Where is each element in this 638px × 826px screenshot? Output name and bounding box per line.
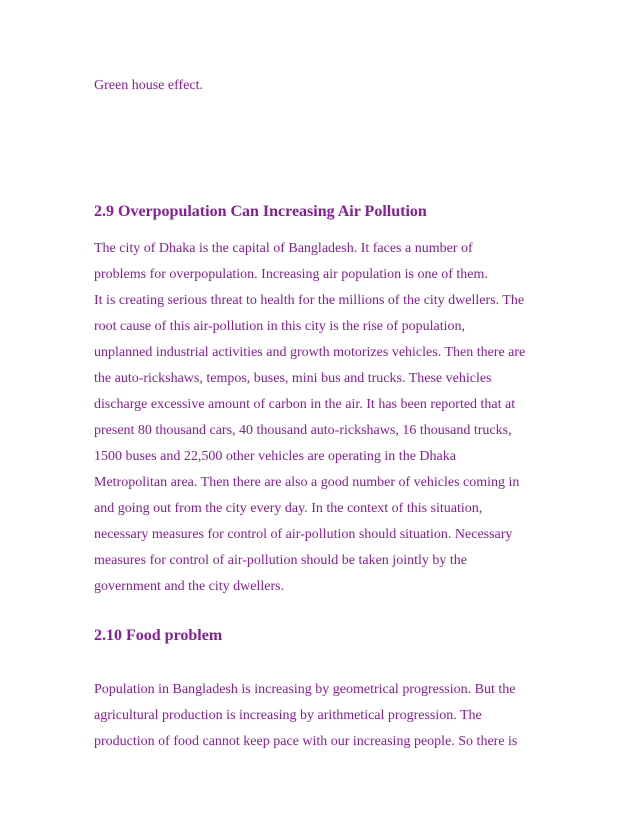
paragraph-line: and going out from the city every day. In the context of this situation,: [94, 501, 483, 516]
intro-text: Green house effect.: [94, 78, 203, 93]
paragraph-line: the auto-rickshaws, tempos, buses, mini bus and trucks. These vehicles: [94, 371, 492, 386]
paragraph-line: Population in Bangladesh is increasing by geometrical progression. But the: [94, 682, 516, 697]
food-problem-paragraph: [94, 677, 517, 755]
paragraph-line: Metropolitan area. Then there are also a good number of vehicles coming in: [94, 475, 520, 490]
paragraph-line: agricultural production is increasing by arithmetical progression. The: [94, 708, 482, 723]
paragraph-line: production of food cannot keep pace with our increasing people. So there is: [94, 734, 518, 749]
paragraph-line: measures for control of air-pollution should be taken jointly by the: [94, 553, 467, 568]
paragraph-line: discharge excessive amount of carbon in the air. It has been reported that at: [94, 397, 516, 412]
section-heading-food-problem: 2.10 Food problem: [94, 627, 223, 644]
paragraph-line: 1500 buses and 22,500 other vehicles are operating in the Dhaka: [94, 449, 456, 464]
paragraph-line: The city of Dhaka is the capital of Bangladesh. It faces a number of: [94, 241, 473, 256]
section-heading-air-pollution: 2.9 Overpopulation Can Increasing Air Pollution: [94, 203, 427, 220]
paragraph-line: necessary measures for control of air-pollution should situation. Necessary: [94, 527, 513, 542]
paragraph-line: present 80 thousand cars, 40 thousand auto-rickshaws, 16 thousand trucks,: [94, 423, 512, 438]
paragraph-line: unplanned industrial activities and growth motorizes vehicles. Then there are: [94, 345, 526, 360]
air-pollution-paragraph: [94, 236, 525, 600]
paragraph-line: root cause of this air-pollution in this city is the rise of population,: [94, 319, 466, 334]
paragraph-line: It is creating serious threat to health for the millions of the city dwellers. The: [94, 293, 525, 308]
paragraph-line: problems for overpopulation. Increasing air population is one of them.: [94, 267, 488, 282]
paragraph-line: government and the city dwellers.: [94, 579, 285, 594]
